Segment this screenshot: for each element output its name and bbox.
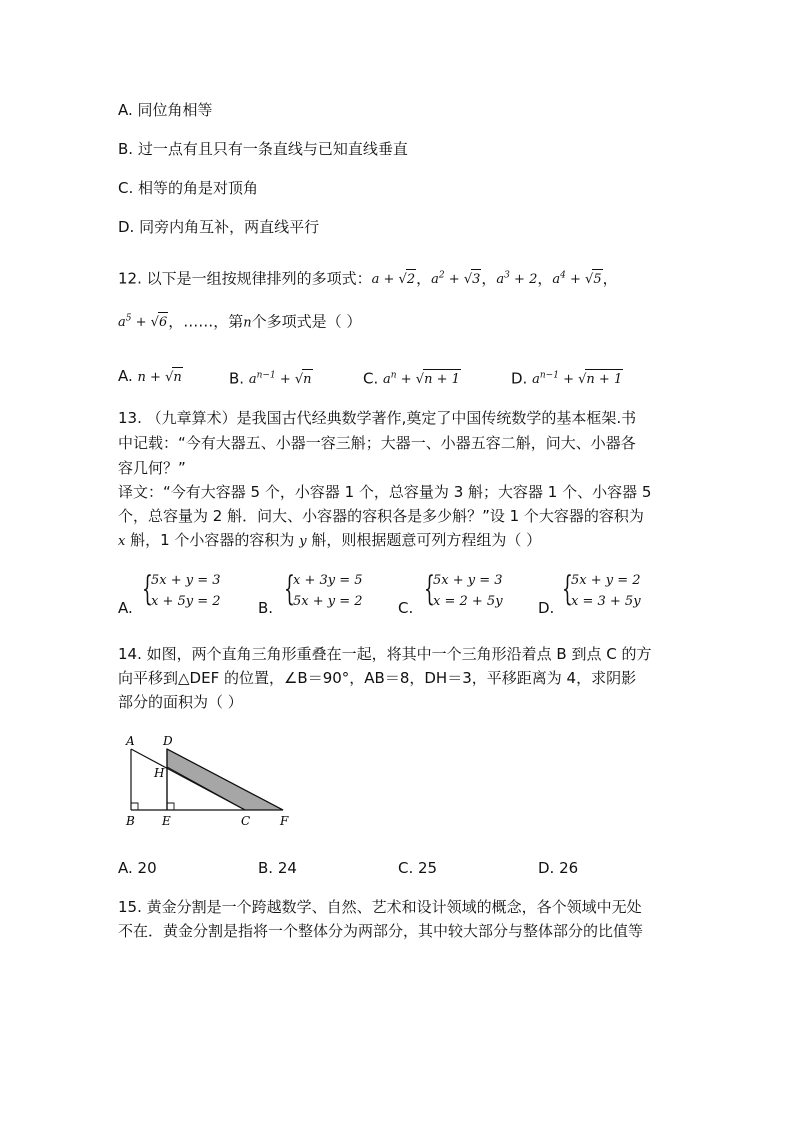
q14-figure bbox=[110, 730, 310, 830]
equation: x + 3y = 5 bbox=[293, 573, 363, 588]
q12-stem-prefix: 12. 以下是一组按规律排列的多项式： bbox=[118, 269, 372, 288]
q12-option-a bbox=[118, 366, 183, 388]
q12-sep: ， bbox=[537, 269, 553, 288]
q13-option-a-system bbox=[142, 570, 221, 612]
q12-sep: ， bbox=[416, 269, 432, 288]
q12-option-d-expr: $a^{n-1} + √n + 1$ bbox=[532, 372, 623, 387]
q12-term-1: a + √2 bbox=[372, 272, 417, 287]
q13-line-5: 个，总容量为 2 斛．问大、小容器的容积各是多少斛？”设 1 个大容器的容积为 bbox=[118, 507, 644, 525]
q12-option-b bbox=[229, 366, 313, 390]
q11-option-c: C. 相等的角是对顶角 bbox=[118, 179, 259, 197]
q13-line6-end: 斛，则根据题意可列方程组为（ ） bbox=[306, 531, 542, 549]
q14-option-d: D. 26 bbox=[538, 859, 579, 877]
q12-term-4: $a^4 + √5$ bbox=[552, 272, 602, 287]
q13-option-d-label: D. bbox=[538, 599, 555, 617]
equation: 5x + y = 2 bbox=[293, 594, 363, 609]
q13-option-b-system bbox=[284, 570, 363, 612]
q14-option-a: A. 20 bbox=[118, 859, 157, 877]
equation: 5x + y = 2 bbox=[571, 573, 641, 588]
q11-option-a: A. 同位角相等 bbox=[118, 101, 213, 119]
q13-line-4: 译文：“今有大容器 5 个，小容器 1 个，总容量为 3 斛；大容器 1 个、小容器 5 bbox=[118, 483, 652, 501]
label-b: B bbox=[126, 814, 135, 828]
right-angle-mark-e bbox=[167, 803, 174, 810]
q13-var-x: x bbox=[118, 534, 126, 549]
brace-icon: { bbox=[562, 569, 573, 609]
q12-option-c-label: C. bbox=[363, 369, 379, 388]
label-f: F bbox=[280, 814, 289, 828]
q12-option-d bbox=[511, 366, 623, 390]
q12-n: n bbox=[243, 315, 252, 331]
q13-option-c-system bbox=[424, 570, 503, 612]
label-e: E bbox=[162, 814, 171, 828]
q12-term-2: $a^2 + √3$ bbox=[431, 272, 481, 287]
q13-line6-mid: 斛，1 个小容器的容积为 bbox=[125, 531, 300, 549]
q12-option-c bbox=[363, 366, 461, 390]
q15-line-2: 不在．黄金分割是指将一个整体分为两部分，其中较大部分与整体部分的比值等 bbox=[118, 922, 644, 940]
label-a: A bbox=[126, 734, 135, 748]
q12-sep: ， bbox=[602, 269, 618, 288]
equation: 5x + y = 3 bbox=[433, 573, 503, 588]
q14-option-b: B. 24 bbox=[258, 859, 297, 877]
q12-option-c-expr: $a^n + √n + 1$ bbox=[383, 372, 461, 387]
q12-term-5: $a^5 + √6$ bbox=[118, 315, 168, 330]
label-h: H bbox=[154, 766, 165, 780]
q15-line-1: 15. 黄金分割是一个跨越数学、自然、艺术和设计领域的概念，各个领域中无处 bbox=[118, 898, 642, 916]
q13-option-b-label: B. bbox=[258, 599, 274, 617]
q12-term-3: $a^3 + 2$ bbox=[496, 271, 538, 288]
q12-option-a-label: A. bbox=[118, 367, 133, 385]
q11-option-b: B. 过一点有且只有一条直线与已知直线垂直 bbox=[118, 140, 408, 158]
q13-option-d-system bbox=[562, 570, 641, 612]
q14-line-3: 部分的面积为（ ） bbox=[118, 693, 243, 711]
q13-line-2: 中记载：“今有大器五、小器一容三斛；大器一、小器五容二斛，问大、小器各 bbox=[118, 434, 636, 452]
equation: x = 3 + 5y bbox=[571, 594, 641, 609]
q12-sep: ， bbox=[481, 269, 497, 288]
q14-option-c: C. 25 bbox=[398, 859, 438, 877]
q14-line-1: 14. 如图，两个直角三角形重叠在一起，将其中一个三角形沿着点 B 到点 C 的方 bbox=[118, 645, 652, 663]
q14-line-2: 向平移到△DEF 的位置，∠B＝90°，AB＝8，DH＝3，平移距离为 4，求阴影 bbox=[118, 669, 637, 687]
right-angle-mark-b bbox=[131, 803, 138, 810]
q12-stem-line1 bbox=[118, 266, 618, 290]
label-d: D bbox=[163, 734, 173, 748]
segment-df bbox=[167, 749, 283, 810]
q12-stem-line2 bbox=[118, 309, 361, 333]
q13-var-y: y bbox=[299, 534, 307, 549]
brace-icon: { bbox=[424, 569, 435, 609]
q13-line-3: 容几何？” bbox=[118, 459, 186, 477]
q13-line-6 bbox=[118, 530, 541, 552]
brace-icon: { bbox=[284, 569, 295, 609]
brace-icon: { bbox=[142, 569, 153, 609]
equation: x = 2 + 5y bbox=[433, 594, 503, 609]
q11-option-d: D. 同旁内角互补，两直线平行 bbox=[118, 218, 320, 236]
q12-option-a-expr: n + √n bbox=[138, 370, 183, 385]
q12-line2-end: 个多项式是（ ） bbox=[251, 312, 362, 331]
q13-option-c-label: C. bbox=[398, 599, 414, 617]
q12-option-d-label: D. bbox=[511, 369, 528, 388]
segment-ac bbox=[131, 749, 245, 810]
q12-line2-tail: ，……，第 bbox=[168, 312, 244, 331]
equation: 5x + y = 3 bbox=[151, 573, 221, 588]
equation: x + 5y = 2 bbox=[151, 594, 221, 609]
q13-option-a-label: A. bbox=[118, 599, 133, 617]
q12-option-b-label: B. bbox=[229, 369, 245, 388]
q12-option-b-expr: $a^{n-1} + √n$ bbox=[249, 372, 313, 387]
q13-line-1: 13. （九章算术）是我国古代经典数学著作,奠定了中国传统数学的基本框架.书 bbox=[118, 409, 637, 427]
label-c: C bbox=[241, 814, 251, 828]
